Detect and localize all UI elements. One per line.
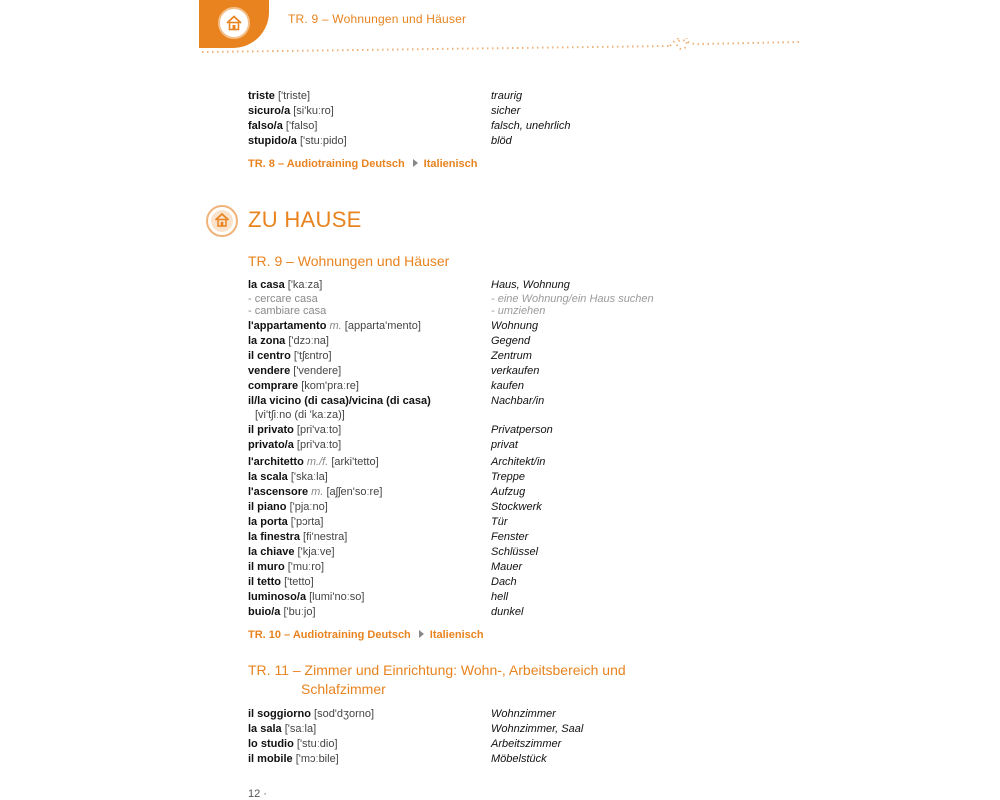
house-icon [218, 7, 250, 39]
entry-de: Wohnzimmer [491, 708, 556, 720]
entry-it: la finestra [fi'nestra] [248, 531, 348, 543]
entry-de: kaufen [491, 380, 525, 392]
entry-de: Wohnzimmer, Saal [491, 723, 584, 735]
entry-de: Stockwerk [491, 501, 542, 513]
entry-de: Schlüssel [491, 546, 539, 558]
dotted-line-decoration [200, 38, 802, 58]
track-heading-cont: Schlafzimmer [301, 681, 386, 697]
audio-training-link[interactable]: TR. 8 – Audiotraining Deutsch Italienisch [248, 158, 478, 170]
section-title: ZU HAUSE [248, 207, 362, 232]
play-arrow-icon [413, 159, 418, 167]
entry-de: dunkel [491, 606, 524, 618]
entry-de: Mauer [491, 561, 523, 573]
entry-it: la sala ['saːla] [248, 723, 317, 735]
entry-it: il/la vicino (di casa)/vicina (di casa) [248, 395, 431, 407]
entry-it: il mobile ['mɔːbile] [248, 753, 339, 765]
page-number: 12 · [248, 788, 267, 800]
entry-de: blöd [491, 135, 512, 147]
entry-de: Dach [491, 576, 517, 588]
entry-it: la chiave ['kjaːve] [248, 546, 335, 558]
house-icon [206, 205, 238, 237]
left-margin [0, 0, 199, 800]
entry-it: sicuro/a [si'kuːro] [248, 105, 334, 117]
entry-de: verkaufen [491, 365, 540, 377]
entry-it: vendere ['vendere] [248, 365, 342, 377]
entry-it: privato/a [pri'vaːto] [248, 439, 342, 451]
entry-it: il privato [pri'vaːto] [248, 424, 342, 436]
entry-de: Architekt/in [491, 456, 546, 468]
entry-de: Möbelstück [491, 753, 547, 765]
entry-de-sub: - eine Wohnung/ein Haus suchen [491, 293, 654, 305]
entry-de: Nachbar/in [491, 395, 545, 407]
entry-de: falsch, unehrlich [491, 120, 571, 132]
entry-it: falso/a ['falso] [248, 120, 318, 132]
entry-it: il tetto ['tetto] [248, 576, 314, 588]
entry-it-sub: - cercare casa [248, 293, 318, 305]
entry-de-sub: - umziehen [491, 305, 546, 317]
entry-de: Arbeitszimmer [491, 738, 562, 750]
audio-training-link[interactable]: TR. 10 – Audiotraining Deutsch Italienisch [248, 629, 484, 641]
entry-de: privat [491, 439, 518, 451]
entry-it: il piano ['pjaːno] [248, 501, 328, 513]
entry-it: il soggiorno [sod'dʒorno] [248, 708, 375, 720]
entry-it: l'ascensore m. [aʃʃen'soːre] [248, 486, 383, 498]
track-heading: TR. 11 – Zimmer und Einrichtung: Wohn-, Arbeitsbereich und [248, 662, 626, 678]
entry-de: Zentrum [491, 350, 532, 362]
header-title: TR. 9 – Wohnungen und Häuser [288, 12, 467, 26]
entry-it: la casa ['kaːza] [248, 279, 323, 291]
entry-it: il centro ['tʃɛntro] [248, 350, 332, 362]
entry-de: sicher [491, 105, 521, 117]
entry-it: l'appartamento m. [apparta'mento] [248, 320, 421, 332]
entry-it: la scala ['skaːla] [248, 471, 328, 483]
entry-de: Aufzug [491, 486, 526, 498]
entry-it: lo studio ['stuːdio] [248, 738, 338, 750]
entry-it: il muro ['muːro] [248, 561, 325, 573]
entry-it: la porta ['pɔrta] [248, 516, 324, 528]
entry-it: l'architetto m./f. [arki'tetto] [248, 456, 379, 468]
entry-de: Privatperson [491, 424, 553, 436]
entry-it-sub: - cambiare casa [248, 305, 327, 317]
entry-it: la zona ['dzɔːna] [248, 335, 329, 347]
entry-pron: [vi'tʃiːno (di 'kaːza)] [255, 409, 345, 421]
right-margin [800, 0, 1000, 800]
entry-de: Tür [491, 516, 508, 528]
entry-de: Wohnung [491, 320, 539, 332]
entry-it: stupido/a ['stuːpido] [248, 135, 347, 147]
entry-it: triste ['triste] [248, 90, 311, 102]
entry-de: traurig [491, 90, 523, 102]
track-heading: TR. 9 – Wohnungen und Häuser [248, 253, 450, 269]
entry-de: Fenster [491, 531, 529, 543]
entry-it: comprare [kom'praːre] [248, 380, 359, 392]
entry-it: luminoso/a [lumi'noːso] [248, 591, 365, 603]
entry-de: Haus, Wohnung [491, 279, 570, 291]
entry-de: Treppe [491, 471, 526, 483]
entry-de: Gegend [491, 335, 531, 347]
entry-de: hell [491, 591, 509, 603]
entry-it: buio/a ['buːjo] [248, 606, 316, 618]
play-arrow-icon [419, 630, 424, 638]
